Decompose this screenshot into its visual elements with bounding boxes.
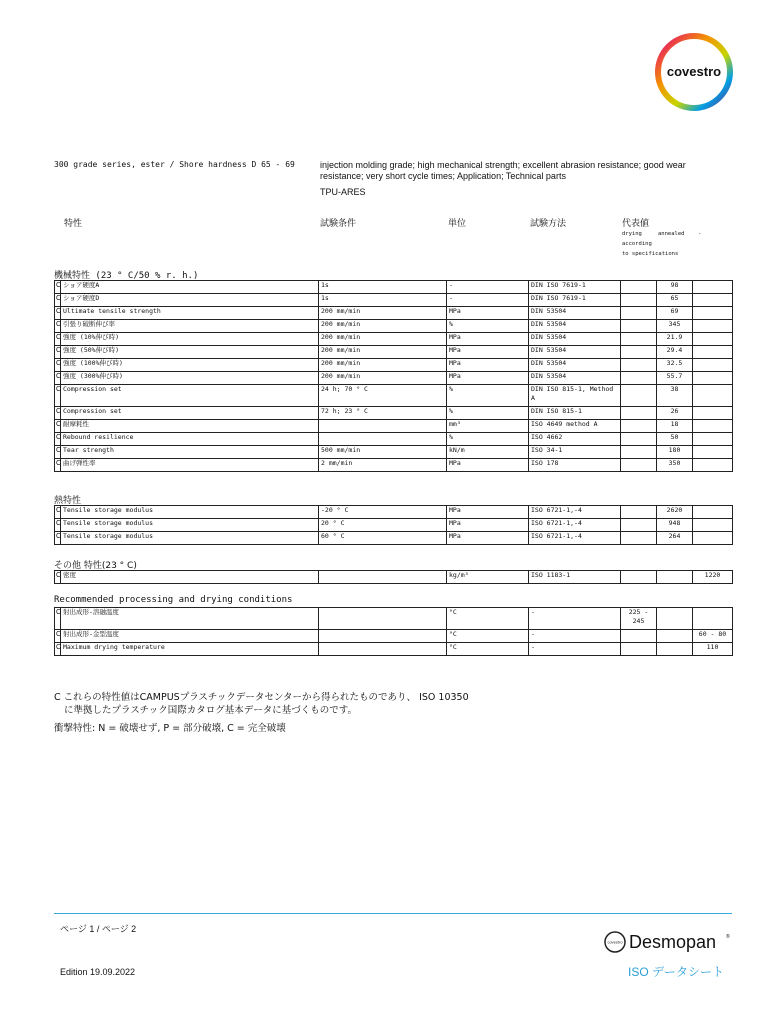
cell-property: 曲げ弾性率 [61, 459, 319, 472]
cell-property: Compression set [61, 407, 319, 420]
cell-property: Maximum drying temperature [61, 643, 319, 656]
cell-value-3 [693, 346, 733, 359]
grade-series: 300 grade series, ester / Shore hardness D 65 - 69 [54, 160, 295, 169]
table-row [55, 359, 733, 372]
cell-unit: MPa [447, 359, 529, 372]
cell-c-flag: C [55, 333, 61, 346]
cell-conditions: 200 mm/min [319, 333, 447, 346]
covestro-logo [654, 32, 734, 112]
cell-value-1 [621, 333, 657, 346]
cell-property: Ultimate tensile strength [61, 307, 319, 320]
cell-c-flag: C [55, 630, 61, 643]
cell-method: ISO 34-1 [529, 446, 621, 459]
cell-unit: °C [447, 643, 529, 656]
cell-method: DIN 53504 [529, 307, 621, 320]
cell-conditions: 20 ° C [319, 519, 447, 532]
cell-value-1 [621, 359, 657, 372]
cell-c-flag: C [55, 571, 61, 584]
cell-method: - [529, 608, 621, 630]
header-typical: 代表値 [622, 219, 650, 229]
cell-conditions [319, 608, 447, 630]
cell-c-flag: C [55, 519, 61, 532]
cell-unit: - [447, 281, 529, 294]
table-row [55, 446, 733, 459]
cell-value-1 [621, 307, 657, 320]
cell-value-1 [621, 320, 657, 333]
table-row [55, 608, 733, 630]
cell-conditions: 200 mm/min [319, 320, 447, 333]
cell-method: DIN ISO 815-1 [529, 407, 621, 420]
brand-registered: ® [726, 934, 730, 940]
cell-method: DIN 53504 [529, 320, 621, 333]
cell-c-flag: C [55, 643, 61, 656]
cell-value-3 [693, 506, 733, 519]
cell-property: Tensile storage modulus [61, 519, 319, 532]
cell-value-2: 180 [657, 446, 693, 459]
cell-value-2: 32.5 [657, 359, 693, 372]
cell-value-2 [657, 571, 693, 584]
cell-c-flag: C [55, 446, 61, 459]
cell-value-3 [693, 385, 733, 407]
section-thermal-title: 熱特性 [54, 496, 82, 506]
cell-unit: % [447, 433, 529, 446]
table-row [55, 407, 733, 420]
cell-value-2 [657, 630, 693, 643]
cell-value-3: 110 [693, 643, 733, 656]
header-unit: 単位 [448, 219, 467, 229]
cell-c-flag: C [55, 346, 61, 359]
cell-value-1 [621, 372, 657, 385]
cell-value-1 [621, 506, 657, 519]
other-table [54, 570, 733, 584]
cell-property: 射出成形-金型温度 [61, 630, 319, 643]
table-row [55, 643, 733, 656]
brand-name: Desmopan [629, 932, 717, 952]
cell-unit: MPa [447, 459, 529, 472]
cell-value-3 [693, 320, 733, 333]
cell-conditions: 1s [319, 281, 447, 294]
cell-unit: % [447, 320, 529, 333]
cell-property: 強度 (50%伸び時) [61, 346, 319, 359]
cell-value-2: 98 [657, 281, 693, 294]
cell-value-1: 225 - 245 [621, 608, 657, 630]
cell-method: DIN ISO 815-1, Method A [529, 385, 621, 407]
cell-unit: MPa [447, 532, 529, 545]
cell-value-3 [693, 420, 733, 433]
cell-c-flag: C [55, 385, 61, 407]
cell-value-3 [693, 407, 733, 420]
note-campus-line1: C これらの特性値はCAMPUSプラスチックデータセンターから得られたものであり、 ISO 10350 [54, 692, 469, 703]
cell-unit: % [447, 385, 529, 407]
cell-conditions: 1s [319, 294, 447, 307]
cell-value-2: 38 [657, 385, 693, 407]
cell-property: Compression set [61, 385, 319, 407]
cell-value-2: 55.7 [657, 372, 693, 385]
cell-value-1 [621, 630, 657, 643]
cell-c-flag: C [55, 320, 61, 333]
cell-value-3 [693, 459, 733, 472]
cell-property: Tear strength [61, 446, 319, 459]
cell-conditions: 2 mm/min [319, 459, 447, 472]
cell-method: ISO 1183-1 [529, 571, 621, 584]
cell-value-3 [693, 333, 733, 346]
header-dash: - [698, 231, 702, 237]
cell-value-2: 69 [657, 307, 693, 320]
page-number: ページ 1 / ページ 2 [60, 924, 137, 934]
table-row [55, 346, 733, 359]
table-row [55, 333, 733, 346]
cell-method: - [529, 630, 621, 643]
cell-conditions: 200 mm/min [319, 359, 447, 372]
cell-value-2: 948 [657, 519, 693, 532]
cell-c-flag: C [55, 407, 61, 420]
cell-value-2: 264 [657, 532, 693, 545]
grade-description: injection molding grade; high mechanical strength; excellent abrasion resistance; good wear resistance; very short cycle times; Application; Technical parts [320, 160, 686, 181]
cell-conditions: 72 h; 23 ° C [319, 407, 447, 420]
cell-value-3 [693, 359, 733, 372]
cell-value-1 [621, 532, 657, 545]
cell-property: ショア硬度D [61, 294, 319, 307]
header-conditions: 試験条件 [320, 219, 357, 229]
cell-value-3 [693, 307, 733, 320]
cell-method: DIN ISO 7619-1 [529, 294, 621, 307]
cell-conditions: -20 ° C [319, 506, 447, 519]
footer-divider [54, 913, 732, 914]
cell-property: 密度 [61, 571, 319, 584]
cell-value-1 [621, 420, 657, 433]
cell-property: 強度 (100%伸び時) [61, 359, 319, 372]
table-row [55, 372, 733, 385]
header-spec: to specifications [622, 251, 679, 257]
cell-unit: MPa [447, 506, 529, 519]
cell-method: ISO 4649 method A [529, 420, 621, 433]
cell-unit: - [447, 294, 529, 307]
cell-value-3 [693, 519, 733, 532]
cell-c-flag: C [55, 433, 61, 446]
cell-c-flag: C [55, 359, 61, 372]
cell-unit: MPa [447, 519, 529, 532]
cell-value-2 [657, 643, 693, 656]
table-row [55, 459, 733, 472]
cell-unit: °C [447, 608, 529, 630]
cell-value-3 [693, 446, 733, 459]
cell-value-2 [657, 608, 693, 630]
cell-method: ISO 4662 [529, 433, 621, 446]
table-row [55, 571, 733, 584]
cell-value-3 [693, 532, 733, 545]
section-mechanical-title: 機械特性 (23 ° C/50 % r. h.) [54, 271, 199, 281]
cell-property: 射出成形-溶融温度 [61, 608, 319, 630]
cell-value-1 [621, 571, 657, 584]
header-annealed: annealed [658, 231, 685, 237]
thermal-table [54, 505, 733, 545]
cell-conditions [319, 571, 447, 584]
note-campus-line2: に準拠したプラスチック国際カタログ基本データに基づくものです。 [64, 705, 357, 716]
document-type: ISO データシート [628, 965, 725, 979]
cell-method: - [529, 643, 621, 656]
cell-unit: °C [447, 630, 529, 643]
cell-unit: MPa [447, 372, 529, 385]
cell-value-2: 65 [657, 294, 693, 307]
cell-method: DIN ISO 7619-1 [529, 281, 621, 294]
cell-value-2: 345 [657, 320, 693, 333]
table-row [55, 506, 733, 519]
cell-value-1 [621, 281, 657, 294]
cell-unit: kN/m [447, 446, 529, 459]
cell-property: 強度 (300%伸び時) [61, 372, 319, 385]
cell-method: ISO 6721-1,-4 [529, 532, 621, 545]
cell-property: Tensile storage modulus [61, 532, 319, 545]
cell-value-3: 1220 [693, 571, 733, 584]
cell-conditions: 200 mm/min [319, 372, 447, 385]
cell-value-2: 26 [657, 407, 693, 420]
cell-value-3: 60 - 80 [693, 630, 733, 643]
table-row [55, 433, 733, 446]
cell-value-1 [621, 519, 657, 532]
cell-value-1 [621, 459, 657, 472]
cell-conditions: 500 mm/min [319, 446, 447, 459]
cell-unit: MPa [447, 346, 529, 359]
cell-value-3 [693, 433, 733, 446]
cell-property: 引張り破断伸び率 [61, 320, 319, 333]
cell-value-1 [621, 346, 657, 359]
cell-property: ショア硬度A [61, 281, 319, 294]
cell-method: DIN 53504 [529, 359, 621, 372]
material-code: TPU-ARES [320, 187, 366, 197]
cell-property: 強度 (10%伸び時) [61, 333, 319, 346]
cell-value-2: 18 [657, 420, 693, 433]
cell-value-1 [621, 294, 657, 307]
cell-unit: MPa [447, 333, 529, 346]
cell-unit: kg/m³ [447, 571, 529, 584]
cell-conditions: 60 ° C [319, 532, 447, 545]
cell-conditions [319, 433, 447, 446]
cell-value-2: 50 [657, 433, 693, 446]
mechanical-table [54, 280, 733, 472]
cell-value-2: 2620 [657, 506, 693, 519]
cell-value-2: 350 [657, 459, 693, 472]
table-row [55, 532, 733, 545]
table-row [55, 307, 733, 320]
cell-method: ISO 178 [529, 459, 621, 472]
cell-unit: mm³ [447, 420, 529, 433]
cell-property: Tensile storage modulus [61, 506, 319, 519]
cell-value-2: 29.4 [657, 346, 693, 359]
table-row [55, 385, 733, 407]
header-according: according [622, 241, 652, 247]
cell-value-3 [693, 608, 733, 630]
cell-method: DIN 53504 [529, 346, 621, 359]
table-row [55, 281, 733, 294]
edition-date: Edition 19.09.2022 [60, 967, 136, 977]
cell-c-flag: C [55, 608, 61, 630]
cell-conditions [319, 630, 447, 643]
cell-c-flag: C [55, 372, 61, 385]
cell-value-1 [621, 643, 657, 656]
cell-conditions: 24 h; 70 ° C [319, 385, 447, 407]
cell-method: ISO 6721-1,-4 [529, 506, 621, 519]
table-row [55, 519, 733, 532]
table-row [55, 294, 733, 307]
header-subcolumns [622, 229, 732, 259]
cell-method: DIN 53504 [529, 333, 621, 346]
cell-c-flag: C [55, 532, 61, 545]
cell-c-flag: C [55, 420, 61, 433]
cell-unit: % [447, 407, 529, 420]
cell-property: 耐摩耗性 [61, 420, 319, 433]
processing-table [54, 607, 733, 656]
cell-conditions: 200 mm/min [319, 346, 447, 359]
cell-property: Rebound resilience [61, 433, 319, 446]
note-impact: 衝撃特性: N = 破壊せず, P = 部分破壊, C = 完全破壊 [54, 723, 286, 734]
cell-value-1 [621, 385, 657, 407]
cell-value-1 [621, 446, 657, 459]
header-method: 試験方法 [530, 219, 567, 229]
cell-c-flag: C [55, 307, 61, 320]
cell-value-3 [693, 281, 733, 294]
cell-c-flag: C [55, 294, 61, 307]
cell-value-3 [693, 372, 733, 385]
cell-unit: MPa [447, 307, 529, 320]
section-other-title: その他 特性(23 ° C) [54, 561, 137, 571]
cell-c-flag: C [55, 506, 61, 519]
cell-value-3 [693, 294, 733, 307]
cell-value-1 [621, 407, 657, 420]
header-property: 特性 [64, 219, 83, 229]
table-row [55, 420, 733, 433]
cell-value-1 [621, 433, 657, 446]
table-row [55, 320, 733, 333]
brand-small-logo-text: covestro [607, 939, 623, 945]
header-drying: drying [622, 231, 642, 237]
cell-conditions: 200 mm/min [319, 307, 447, 320]
cell-value-2: 21.9 [657, 333, 693, 346]
cell-method: DIN 53504 [529, 372, 621, 385]
cell-c-flag: C [55, 281, 61, 294]
table-row [55, 630, 733, 643]
logo-text: covestro [666, 64, 722, 79]
cell-c-flag: C [55, 459, 61, 472]
cell-conditions [319, 643, 447, 656]
section-processing-title: Recommended processing and drying conditions [54, 595, 293, 605]
desmopan-brand [604, 930, 732, 954]
cell-method: ISO 6721-1,-4 [529, 519, 621, 532]
cell-conditions [319, 420, 447, 433]
